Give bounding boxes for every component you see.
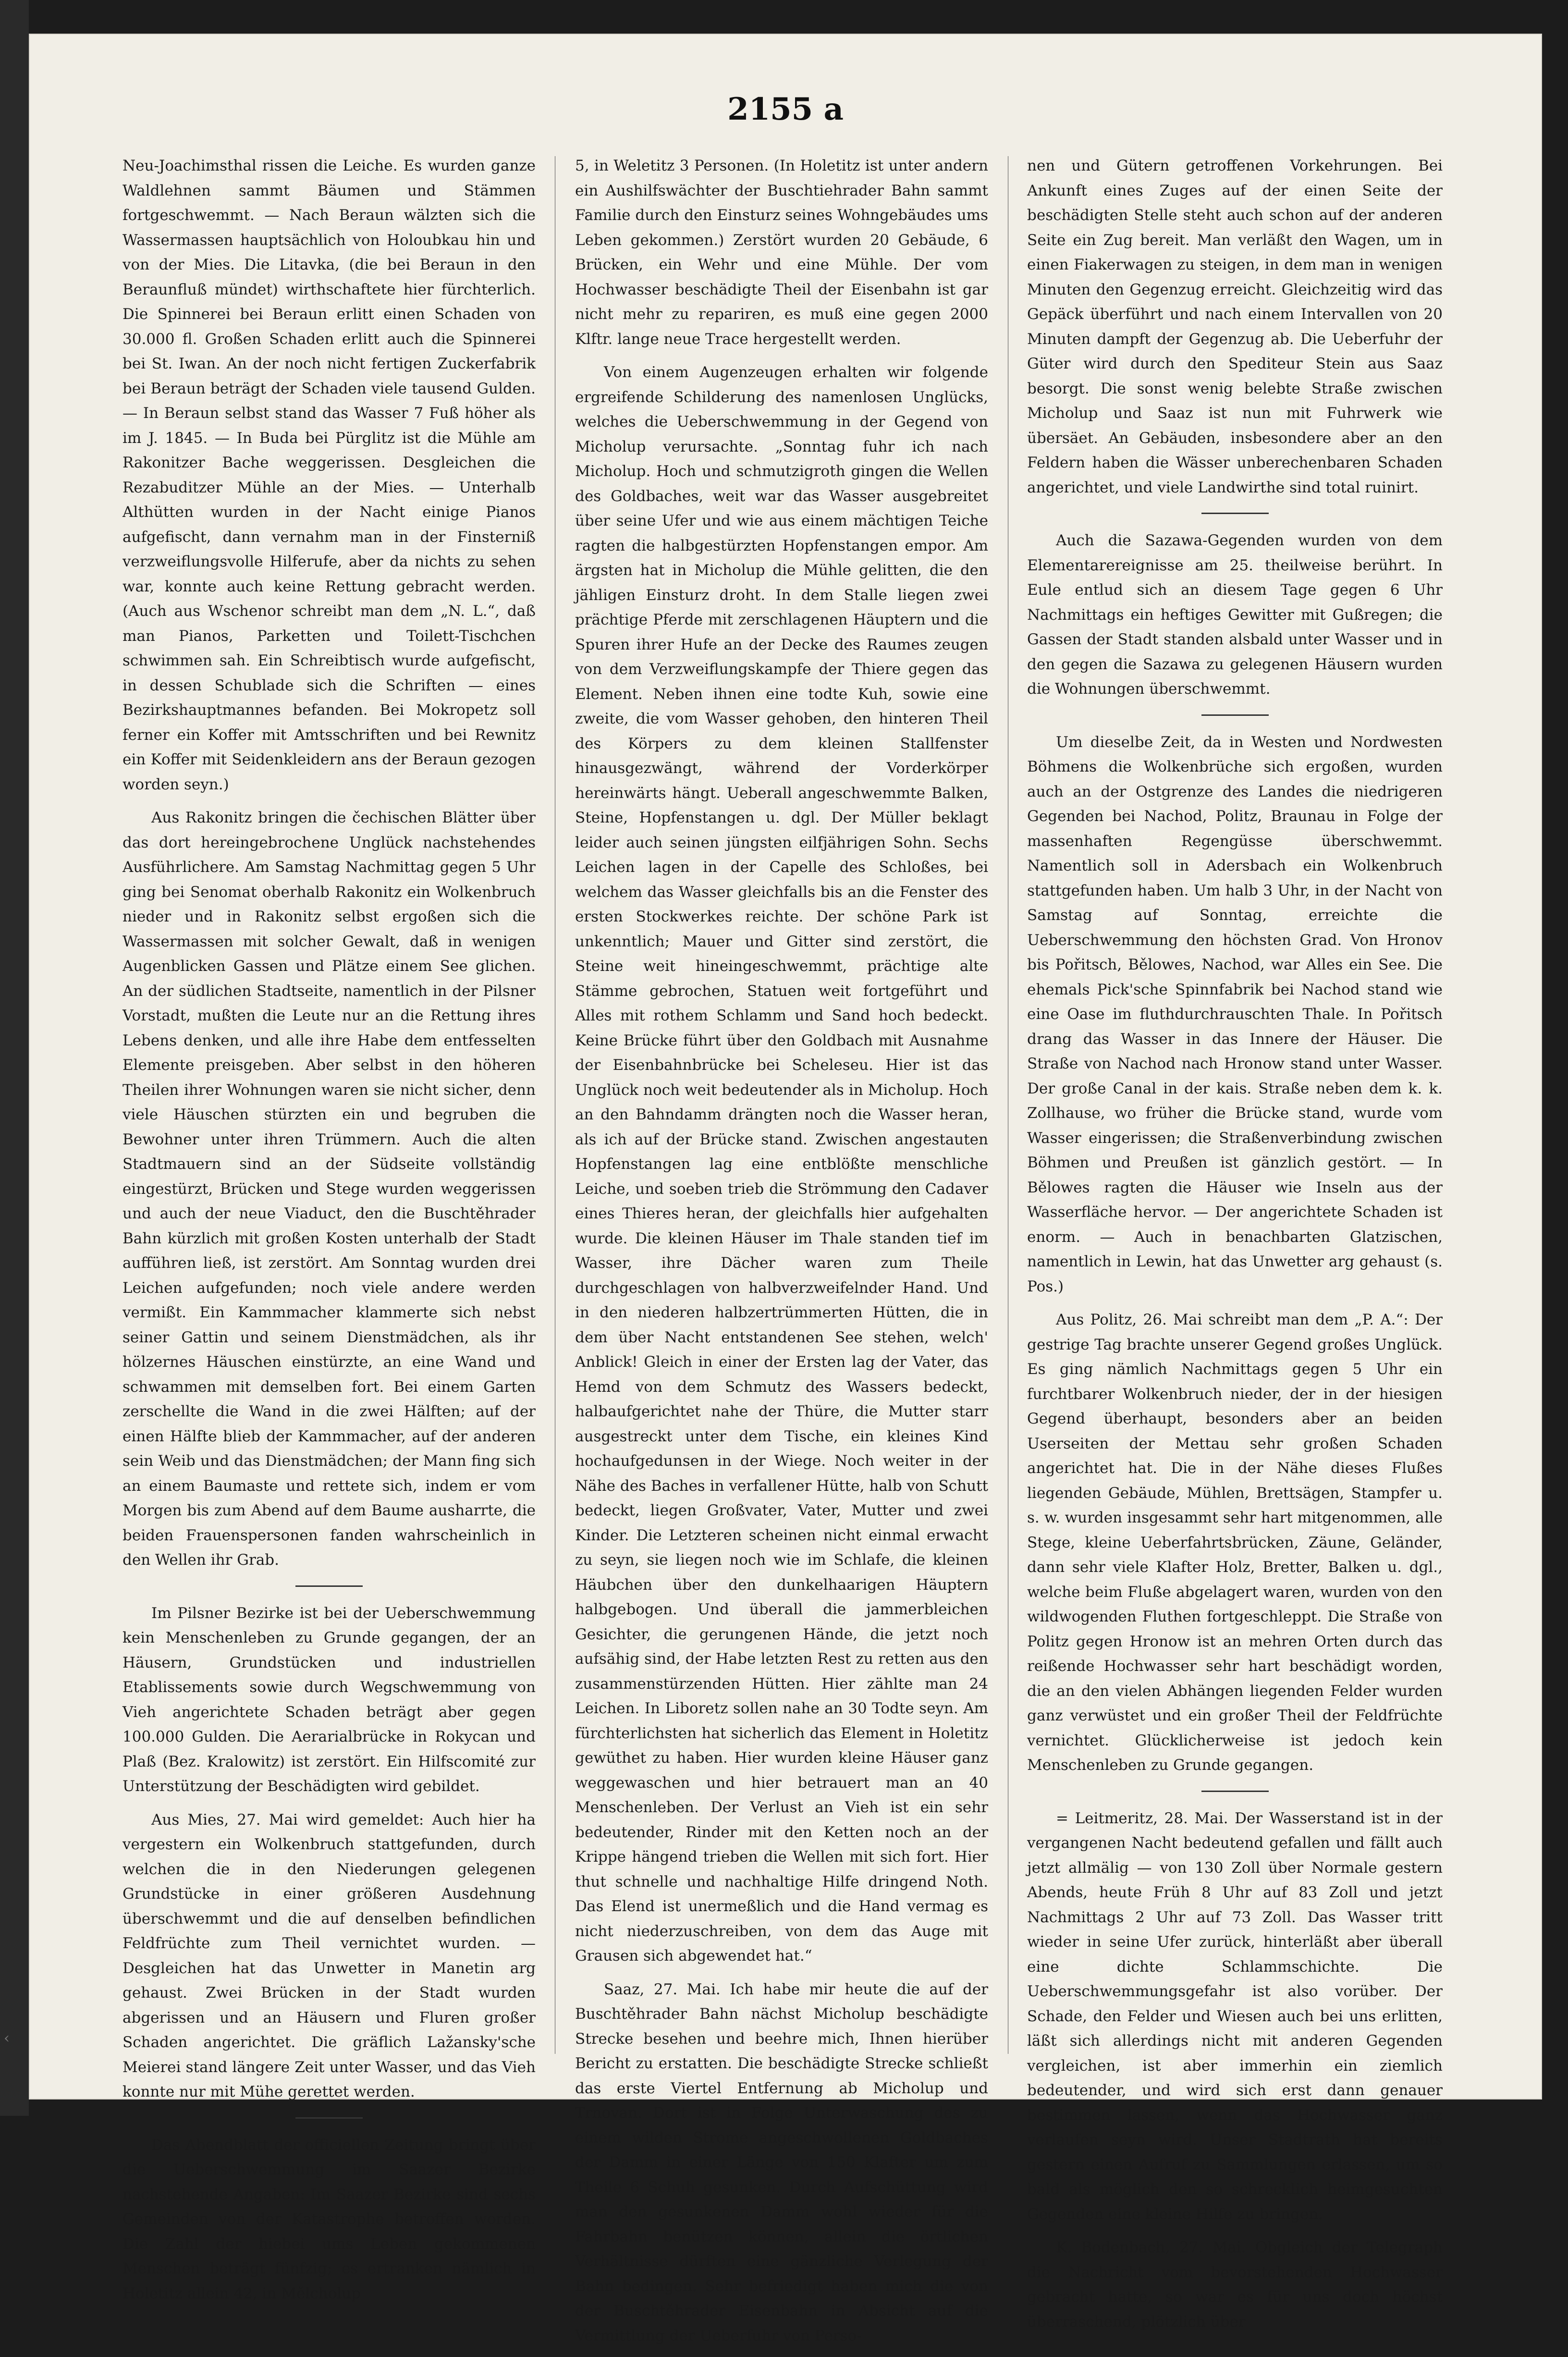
section-separator bbox=[1201, 513, 1269, 514]
margin-mark: ‹ bbox=[4, 2030, 10, 2047]
article-paragraph: K. Bodenbach, 27. Mai. Obgleich der Telegraph die Nachricht vom bevorstehenden Hochwasser gebracht hatte, so war es für uns doch höchst überraschend, plötzlich über bbox=[1027, 2239, 1443, 2331]
article-paragraph: Aus Rakonitz bringen die čechischen Blätter über das dort hereingebrochene Unglück nachstehendes Ausführlichere. Am Samstag Nachmittag gegen 5 Uhr ging bei Senomat oberhalb Rakonitz ein Wolkenbruch nieder und in Rakonitz selbst ergoßen sich die Wassermassen mit solcher Gewalt, daß in wenigen Augenblicken Gassen und Plätze einem See glichen. An der südlichen Stadtseite, namentlich in der Pilsner Vorstadt, mußten die Leute nur an die Rettung ihres Lebens denken, und alle ihre Habe dem entfesselten Elemente preisgeben. Aber selbst in den höheren Theilen ihrer Wohnungen waren sie nicht sicher, denn viele Häuschen stürzten ein und begruben die Bewohner unter ihren Trümmern. Auch die alten Stadtmauern sind an der Südseite vollständig eingestürzt, Brücken und Stege wurden weggerissen und auch der neue Viaduct, den die Buschtěhrader Bahn kürzlich mit großen Kosten unterhalb der Stadt aufführen ließ, ist zerstört. Am Sonntag wurden drei Leichen aufgefunden; noch viele andere werden vermißt. Ein Kammmacher klammerte sich nebst seiner Gattin und seinem Dienstmädchen, als ihr hölzernes Häuschen einstürzte, an eine Wand und schwammen mit demselben fort. Bei einem Garten zerschellte die Wand in die zwei Hälften; auf der einen Hälfte blieb der Kammmacher, auf der anderen sein Weib und das Dienstmädchen; der Mann fing sich an einem Baumaste und rettete sich, indem er vom Morgen bis zum Abend auf dem Baume ausharrte, die beiden Frauenspersonen fanden wahrscheinlich in den Wellen ihr Grab. bbox=[122, 809, 536, 1569]
article-paragraph: Aus Mies, 27. Mai wird gemeldet: Auch hier ha vergestern ein Wolkenbruch stattgefunden, durch welchen die in den Niederungen gelegenen Grundstücke in einer größeren Ausdehnung überschwemmt und die auf denselben befindlichen Feldfrüchte zum Theil vernichtet wurden. — Desgleichen hat das Unwetter in Manetin arg gehaust. Zwei Brücken in der Stadt wurden abgerissen und an Häusern und Fluren großer Schaden angerichtet. Die gräflich Lažansky'sche Meierei stand längere Zeit unter Wasser, und das Vieh konnte nur mit Mühe gerettet werden. bbox=[122, 1811, 536, 2100]
article-paragraph: 5, in Weletitz 3 Personen. (In Holetitz ist unter andern ein Aushilfswächter der Buschtiehrader Bahn sammt Familie durch den Einsturz seines Wohngebäudes ums Leben gekommen.) Zerstört wurden 20 Gebäude, 6 Brücken, ein Wehr und eine Mühle. Der vom Hochwasser beschädigte Theil der Eisenbahn ist gar nicht mehr zu repariren, es muß eine gegen 2000 Klftr. lange neue Trace hergestellt werden. bbox=[575, 157, 988, 348]
section-separator bbox=[1201, 714, 1269, 716]
section-separator bbox=[295, 2117, 363, 2119]
newspaper-page bbox=[29, 34, 1542, 2345]
scanner-edge bbox=[0, 0, 29, 2116]
article-paragraph: Im Pilsner Bezirke ist bei der Ueberschwemmung kein Menschenleben zu Grunde gegangen, der an Häusern, Grundstücken und industriellen Etablissements sowie durch Wegschwemmung von Vieh angerichtete Schaden beträgt aber gegen 100.000 Gulden. Die Aerarialbrücke in Rokycan und Plaß (Bez. Kralowitz) ist zerstört. Ein Hilfscomité zur Unterstützung der Beschädigten wird gebildet. bbox=[122, 1604, 536, 1795]
article-paragraph: Saaz, 27. Mai. Ich habe mir heute die auf der Buschtěhrader Bahn nächst Micholup beschädigte Strecke besehen und beehre mich, Ihnen hierüber Bericht zu erstatten. Die beschädigte Strecke schließt das erste Viertel Entfernung ab Micholup und Trnovan. Dort ist in Folge Unterwaschung des zu einem wilden Strome angeschwollenen Goldbaches der Damm in einer Länge von 150 Klafter um zum Theile 6 Schuh gesunken. Durch Aufschüttung wird man den gesunkenen Damm wohl wieder für die Fahrbahn benützen können, allein die örtlichen Verhältnisse dürften eine gänzliche Verlegung der Bahn bedingen. Sehr befriedigt haben mich die von der Buschtěhrader Eisenbahn in Absicht auf die Vermittlung der Ueberfuhr von Perso- bbox=[575, 1980, 988, 2345]
article-paragraph: Auch die Sazawa-Gegenden wurden von dem Elementarereignisse am 25. theilweise berührt. In Eule entlud sich an diesem Tage gegen 6 Uhr Nachmittags ein heftiges Gewitter mit Gußregen; die Gassen der Stadt standen alsbald unter Wasser und in den gegen die Sazawa zu gelegenen Häusern wurden die Wohnungen überschwemmt. bbox=[1027, 532, 1443, 698]
article-paragraph: nen und Gütern getroffenen Vorkehrungen. Bei Ankunft eines Zuges auf der einen Seite der beschädigten Stelle steht auch schon auf der anderen Seite ein Zug bereit. Man verläßt den Wagen, um in einen Fiakerwagen zu steigen, in dem man in wenigen Minuten den Gegenzug erreicht. Gleichzeitig wird das Gepäck überführt und nach einem Intervallen von 20 Minuten dampft der Gegenzug ab. Die Ueberfuhr der Güter wird durch den Spediteur Stein aus Saaz besorgt. Die sonst wenig belebte Straße zwischen Micholup und Saaz ist nun mit Fuhrwerk wie übersäet. An Gebäuden, insbesondere aber an den Feldern haben die Wässer unberechenbaren Schaden angerichtet, und viele Landwirthe sind total ruinirt. bbox=[1027, 157, 1443, 496]
column-3 bbox=[1027, 154, 1443, 2343]
article-paragraph: = Leitmeritz, 28. Mai. Der Wasserstand ist in der vergangenen Nacht bedeutend gefallen und fällt auch jetzt allmälig — von 130 Zoll über Normale gestern Abends, heute Früh 8 Uhr auf 83 Zoll und jetzt Nachmittags 2 Uhr auf 73 Zoll. Das Wasser tritt wieder in seine Ufer zurück, hinterläßt aber überall eine dichte Schlammschichte. Die Ueberschwemmungsgefahr ist also vorüber. Der Schade, den Felder und Wiesen auch bei uns erlitten, läßt sich allerdings nicht mit anderen Gegenden vergleichen, ist aber immerhin ein ziemlich bedeutender, und wird sich erst dann genauer bestimmen lassen, wenn das Hochwasser ganz verlaufen seyn wird. Unser Stadtrath hat bereits gestern einen Aufruf zu Sammlungen erlassen, um so bald als möglich den so schrecklich heimgesuchten Gegenden eine kleine Hilfe zu bringen. bbox=[1027, 1809, 1443, 2223]
article-paragraph: Das Abendblatt der officiellen Zeitung bringt über die Ueberschwemmung im Saazer Bezirke nachstehende Angaben: Im Saazer Bezirke sind sechs Gemeinden von der Katastrophe betroffen worden. Die Zahl der hiebei ums Leben gekommenen Menschen beträgt fünfzig; es ertranken nämlich in Holetitz allein 42, in Mělcholup bbox=[122, 2136, 536, 2302]
column-1 bbox=[122, 154, 536, 2315]
column-2 bbox=[575, 154, 988, 2357]
article-paragraph: Von einem Augenzeugen erhalten wir folgende ergreifende Schilderung des namenlosen Unglücks, welches die Ueberschwemmung in der Gegend von Micholup verursachte. „Sonntag fuhr ich nach Micholup. Hoch und schmutzigroth gingen die Wellen des Goldbaches, weit war das Wasser ausgebreitet über seine Ufer und wie aus einem mächtigen Teiche ragten die halbgestürzten Hopfenstangen empor. Am ärgsten hat in Micholup die Mühle gelitten, die den jähligen Einsturz droht. In dem Stalle liegen zwei prächtige Pferde mit zerschlagenen Häuptern und die Spuren ihrer Hufe an der Decke des Raumes zeugen von dem Verzweiflungskampfe der Thiere gegen das Element. Neben ihnen eine todte Kuh, sowie eine zweite, die vom Wasser gehoben, den hinteren Theil des Körpers zu dem kleinen Stallfenster hinausgezwängt, während der Vorderkörper hereinwärts hängt. Ueberall angeschwemmte Balken, Steine, Hopfenstangen u. dgl. Der Müller beklagt leider auch seinen jüngsten eilfjährigen Sohn. Sechs Leichen lagen in der Capelle des Schloßes, bei welchem das Wasser gleichfalls bis an die Fenster des ersten Stockwerkes reichte. Der schöne Park ist unkenntlich; Mauer und Gitter sind zerstört, die Steine weit hineingeschwemmt, prächtige alte Stämme gebrochen, Statuen weit fortgeführt und Alles mit rothem Schlamm und Sand hoch bedeckt. Keine Brücke führt über den Goldbach mit Ausnahme der Eisenbahnbrücke bei Scheleseu. Hier ist das Unglück noch weit bedeutender als in Micholup. Hoch an den Bahndamm drängten noch die Wasser heran, als ich auf der Brücke stand. Zwischen angestauten Hopfenstangen lag eine entblößte menschliche Leiche, und soeben trieb die Strömmung den Cadaver eines Thieres heran, der gleichfalls hier aufgehalten wurde. Die kleinen Häuser im Thale standen tief im Wasser, ihre Dächer waren zum Theile durchgeschlagen von halbverzweifelnder Hand. Und in den niederen halbzertrümmerten Hütten, die in dem über Nacht entstandenen See stehen, welch' Anblick! Gleich in einer der Ersten lag der Vater, das Hemd von dem Schmutz des Wassers bedeckt, halbaufgerichtet nahe der Thüre, die Mutter starr ausgestreckt unter dem Tische, ein kleines Kind hochaufgedunsen in der Wiege. Noch weiter in der Nähe des Baches in verfallener Hütte, halb von Schutt bedeckt, liegen Großvater, Vater, Mutter und zwei Kinder. Die Letzteren scheinen nicht einmal erwacht zu seyn, sie liegen noch wie im Schlafe, die kleinen Häubchen über den dunkelhaarigen Häuptern halbgebogen. Und überall die jammerbleichen Gesichter, die gerungenen Hände, die jetzt noch aufsähig sind, der Habe letzten Rest zu retten aus den zusammenstürzenden Hütten. Hier zählte man 24 Leichen. In Liboretz sollen nahe an 30 Todte seyn. Am fürchterlichsten hat sicherlich das Element in Holetitz gewüthet zu haben. Hier wurden kleine Häuser ganz weggewaschen und hier betrauert man an 40 Menschenleben. Der Verlust an Vieh ist ein sehr bedeutender, Rinder mit den Ketten noch an der Krippe hängend trieben die Wellen mit sich fort. Hier thut schnelle und nachhaltige Hilfe dringend Noth. Das Elend ist unermeßlich und die Hand vermag es nicht niederzuschreiben, von dem das Auge mit Grausen sich abgewendet hat.“ bbox=[575, 364, 988, 1964]
article-paragraph: Aus Politz, 26. Mai schreibt man dem „P. A.“: Der gestrige Tag brachte unserer Gegend großes Unglück. Es ging nämlich Nachmittags gegen 5 Uhr ein furchtbarer Wolkenbruch nieder, der in der hiesigen Gegend überhaupt, besonders aber an beiden Userseiten der Mettau sehr großen Schaden angerichtet hat. Die in der Nähe dieses Flußes liegenden Gebäude, Mühlen, Brettsägen, Stampfer u. s. w. wurden insgesammt sehr hart mitgenommen, alle Stege, kleine Ueberfahrtsbrücken, Zäune, Geländer, dann sehr viele Klafter Holz, Bretter, Balken u. dgl., welche beim Fluße abgelagert waren, wurden von den wildwogenden Fluthen fortgeschleppt. Die Straße von Politz gegen Hronow ist an mehren Orten durch das reißende Hochwasser sehr hart beschädigt worden, die an den vielen Abhängen liegenden Felder wurden ganz verwüstet und ein großer Theil der Feldfrüchte vernichtet. Glücklicherweise ist jedoch kein Menschenleben zu Grunde gegangen. bbox=[1027, 1311, 1443, 1774]
page-number: 2155 a bbox=[727, 91, 844, 127]
article-paragraph: Um dieselbe Zeit, da in Westen und Nordwesten Böhmens die Wolkenbrüche sich ergoßen, wurden auch an der Ostgrenze des Landes die niedrigeren Gegenden bei Nachod, Politz, Braunau in Folge der massenhaften Regengüsse überschwemmt. Namentlich soll in Adersbach ein Wolkenbruch stattgefunden haben. Um halb 3 Uhr, in der Nacht von Samstag auf Sonntag, erreichte die Ueberschwemmung den höchsten Grad. Von Hronov bis Pořitsch, Bělowes, Nachod, war Alles ein See. Die ehemals Pick'sche Spinnfabrik bei Nachod stand wie eine Oase im fluthdurchrauschten Thale. In Pořitsch drang das Wasser in das Innere der Häuser. Die Straße von Nachod nach Hronow stand unter Wasser. Der große Canal in der kais. Straße neben dem k. k. Zollhause, wo früher die Brücke stand, wurde vom Wasser eingerissen; die Straßenverbindung zwischen Böhmen und Preußen ist gänzlich gestört. — In Bělowes ragten die Häuser wie Inseln aus der Wasserfläche hervor. — Der angerichtete Schaden ist enorm. — Auch in benachbarten Glatzischen, namentlich in Lewin, hat das Unwetter arg gehaust (s. Pos.) bbox=[1027, 733, 1443, 1295]
section-separator bbox=[1201, 1791, 1269, 1792]
article-paragraph: Neu-Joachimsthal rissen die Leiche. Es wurden ganze Waldlehnen sammt Bäumen und Stämmen fortgeschwemmt. — Nach Beraun wälzten sich die Wassermassen hauptsächlich von Holoubkau hin und von der Mies. Die Litavka, (die bei Beraun in den Beraunfluß mündet) wirthschaftete hier fürchterlich. Die Spinnerei bei Beraun erlitt einen Schaden von 30.000 fl. Großen Schaden erlitt auch die Spinnerei bei St. Iwan. An der noch nicht fertigen Zuckerfabrik bei Beraun beträgt der Schaden viele tausend Gulden. — In Beraun selbst stand das Wasser 7 Fuß höher als im J. 1845. — In Buda bei Pürglitz ist die Mühle am Rakonitzer Bache weggerissen. Desgleichen die Rezabuditzer Mühle an der Mies. — Unterhalb Althütten wurden in der Nacht einige Pianos aufgefischt, dann vernahm man in der Finsterniß verzweiflungsvolle Hilferufe, aber da nichts zu sehen war, konnte auch keine Rettung gebracht werden. (Auch aus Wschenor schreibt man dem „N. L.“, daß man Pianos, Parketten und Toilett-Tischchen schwimmen sah. Ein Schreibtisch wurde aufgefischt, in dessen Schublade sich die Schriften — eines Bezirkshauptmannes befanden. Bei Mokropetz soll ferner ein Koffer mit Amtsschriften und bei Rewnitz ein Koffer mit Seidenkleidern ans der Beraun gezogen worden seyn.) bbox=[122, 157, 536, 793]
section-separator bbox=[295, 1585, 363, 1587]
